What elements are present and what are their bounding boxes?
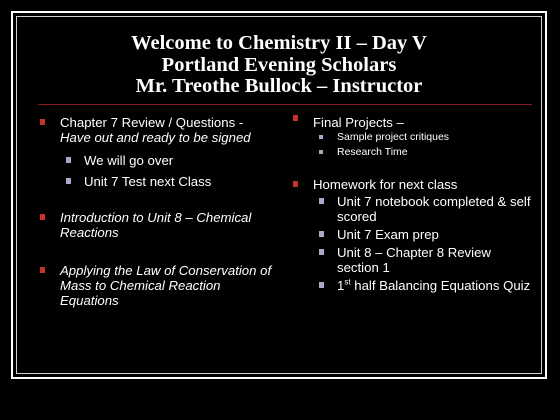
sub-bullet-icon: [319, 135, 323, 139]
sub-bullet-icon: [319, 150, 323, 154]
sub-item-text: Unit 7 Exam prep: [337, 227, 439, 242]
title-divider: [38, 104, 532, 105]
sub-item-exam-prep: [291, 227, 531, 242]
sub-item-text: Unit 7 notebook completed & self scored: [337, 194, 531, 224]
sub-item-critiques: [291, 131, 531, 144]
sub-item-chapter8-review: [291, 245, 531, 275]
bullet-icon: [40, 119, 45, 125]
sub-item-text: Research Time: [337, 146, 408, 158]
title-line-3: Mr. Treothe Bullock – Instructor: [135, 75, 423, 97]
title-line-2: Portland Evening Scholars: [161, 53, 397, 76]
bullet-icon: [293, 115, 298, 121]
intro-unit8-text: Introduction to Unit 8 – Chemical Reactions: [60, 210, 252, 240]
sub-item-unit7-test: [38, 174, 274, 189]
sub-item-text-number: 1: [337, 278, 345, 293]
slide-title: [16, 33, 542, 98]
list-item-final-projects: [291, 115, 531, 130]
list-item-intro-unit8: [38, 210, 274, 240]
sub-item-balancing-quiz: [291, 278, 531, 293]
bullet-icon: [40, 214, 45, 220]
sub-item-text: Sample project critiques: [337, 131, 450, 143]
bullet-icon: [293, 181, 298, 187]
list-item-homework: [291, 177, 531, 192]
bullet-icon: [40, 267, 45, 273]
sub-bullet-icon: [319, 249, 324, 255]
sub-item-text: We will go over: [84, 153, 174, 168]
right-column: [291, 115, 531, 293]
sub-item-research: [291, 146, 531, 159]
sub-bullet-icon: [66, 178, 71, 184]
list-item-conservation: [38, 263, 274, 308]
chapter-review-emphasis: Have out and ready to be signed: [60, 130, 251, 145]
sub-bullet-icon: [66, 157, 71, 163]
sub-item-text: half Balancing Equations Quiz: [350, 278, 531, 293]
sub-item-text: Unit 8 – Chapter 8 Review section 1: [337, 245, 491, 275]
sub-bullet-icon: [319, 231, 324, 237]
conservation-text: Applying the Law of Conservation of Mass to Chemical Reaction Equations: [60, 263, 272, 308]
sub-item-go-over: [38, 153, 274, 168]
final-projects-text: Final Projects –: [313, 115, 404, 130]
sub-item-notebook: [291, 194, 531, 224]
sub-item-text: Unit 7 Test next Class: [84, 174, 212, 189]
title-line-1: Welcome to Chemistry II – Day V: [131, 32, 427, 54]
chapter-review-text: Chapter 7 Review / Questions -: [60, 115, 244, 130]
sub-item-text-superscript: st: [344, 277, 351, 287]
left-column: [38, 115, 274, 308]
list-item-chapter-review: [38, 115, 274, 145]
sub-bullet-icon: [319, 282, 324, 288]
homework-text: Homework for next class: [313, 177, 458, 192]
sub-bullet-icon: [319, 198, 324, 204]
